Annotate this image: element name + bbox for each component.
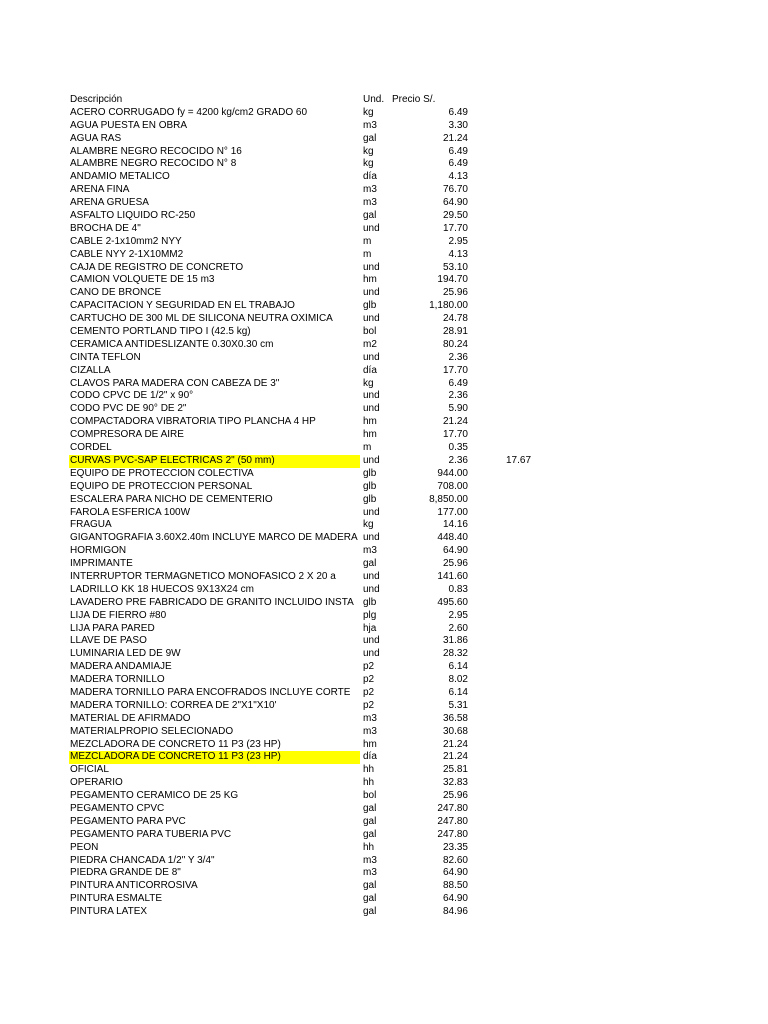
item-price: 17.70 xyxy=(442,429,468,441)
item-price: 14.16 xyxy=(442,519,468,531)
item-price: 84.96 xyxy=(442,906,468,918)
table-row xyxy=(0,739,768,752)
item-price: 0.83 xyxy=(448,583,468,595)
item-unit: und xyxy=(363,583,380,595)
item-unit: gal xyxy=(363,880,377,892)
item-unit: m3 xyxy=(363,545,377,557)
item-description: EQUIPO DE PROTECCION COLECTIVA xyxy=(70,467,254,479)
item-unit: m3 xyxy=(363,197,377,209)
item-description: PINTURA LATEX xyxy=(70,906,148,918)
table-row xyxy=(0,120,768,133)
item-unit: p2 xyxy=(363,686,375,698)
item-price: 2.36 xyxy=(448,351,468,363)
item-price: 25.96 xyxy=(442,287,468,299)
item-unit: und xyxy=(363,532,380,544)
item-unit: p2 xyxy=(363,661,375,673)
item-unit: und xyxy=(363,403,380,415)
item-description: CINTA TEFLON xyxy=(70,351,141,363)
table-row xyxy=(0,378,768,391)
table-row xyxy=(0,558,768,571)
item-price: 194.70 xyxy=(437,274,468,286)
item-price: 36.58 xyxy=(442,712,468,724)
header-descripcion: Descripción xyxy=(70,94,123,105)
table-row xyxy=(0,764,768,777)
item-price: 2.95 xyxy=(448,235,468,247)
item-description: ESCALERA PARA NICHO DE CEMENTERIO xyxy=(70,493,273,505)
item-unit: kg xyxy=(363,158,374,170)
item-price: 2.36 xyxy=(448,390,468,402)
item-price: 64.90 xyxy=(442,197,468,209)
item-description: MATERIAL DE AFIRMADO xyxy=(70,712,191,724)
item-description: PINTURA ANTICORROSIVA xyxy=(70,880,198,892)
item-price: 29.50 xyxy=(442,210,468,222)
table-row xyxy=(0,403,768,416)
item-unit: m3 xyxy=(363,854,377,866)
item-description: CABLE 2-1x10mm2 NYY xyxy=(70,235,182,247)
item-unit: día xyxy=(363,171,377,183)
table-row xyxy=(0,352,768,365)
table-row xyxy=(0,326,768,339)
item-description: PIEDRA GRANDE DE 8" xyxy=(70,867,181,879)
item-unit: glb xyxy=(363,596,377,608)
item-description: ARENA FINA xyxy=(70,184,130,196)
item-description: HORMIGON xyxy=(70,545,127,557)
price-sheet xyxy=(0,94,768,919)
item-price: 708.00 xyxy=(437,480,468,492)
item-description: CURVAS PVC-SAP ELECTRICAS 2" (50 mm) xyxy=(69,455,360,468)
item-description: PEGAMENTO CPVC xyxy=(70,802,165,814)
item-unit: hja xyxy=(363,622,377,634)
item-price: 2.95 xyxy=(448,609,468,621)
item-unit: und xyxy=(363,390,380,402)
item-unit: gal xyxy=(363,210,377,222)
item-description: ALAMBRE NEGRO RECOCIDO N° 16 xyxy=(70,145,242,157)
table-row xyxy=(0,803,768,816)
item-price: 5.90 xyxy=(448,403,468,415)
table-row xyxy=(0,532,768,545)
item-price: 5.31 xyxy=(448,699,468,711)
item-unit: gal xyxy=(363,815,377,827)
item-unit: und xyxy=(363,635,380,647)
item-price: 30.68 xyxy=(442,725,468,737)
table-row xyxy=(0,713,768,726)
table-row xyxy=(0,133,768,146)
item-price: 6.14 xyxy=(448,686,468,698)
header-precio: Precio S/. xyxy=(392,94,436,105)
item-price: 23.35 xyxy=(442,841,468,853)
item-description: CAPACITACION Y SEGURIDAD EN EL TRABAJO xyxy=(70,300,295,312)
item-description: PEON xyxy=(70,841,99,853)
item-price: 25.96 xyxy=(442,790,468,802)
item-price: 28.32 xyxy=(442,648,468,660)
item-description: CODO CPVC DE 1/2" x 90° xyxy=(70,390,194,402)
table-row xyxy=(0,777,768,790)
item-description: IMPRIMANTE xyxy=(70,558,133,570)
item-description: MEZCLADORA DE CONCRETO 11 P3 (23 HP) xyxy=(70,738,281,750)
item-description: CLAVOS PARA MADERA CON CABEZA DE 3" xyxy=(70,377,280,389)
item-price: 247.80 xyxy=(437,802,468,814)
item-price: 24.78 xyxy=(442,313,468,325)
table-row xyxy=(0,571,768,584)
table-row xyxy=(0,468,768,481)
item-price: 25.96 xyxy=(442,558,468,570)
item-unit: m3 xyxy=(363,867,377,879)
item-price: 4.13 xyxy=(448,171,468,183)
item-description: OFICIAL xyxy=(70,764,109,776)
item-description: LLAVE DE PASO xyxy=(70,635,147,647)
item-description: LIJA PARA PARED xyxy=(70,622,155,634)
table-row xyxy=(0,481,768,494)
item-price: 21.24 xyxy=(442,751,468,763)
item-description: CORDEL xyxy=(70,442,112,454)
item-description: CIZALLA xyxy=(70,364,111,376)
item-price: 21.24 xyxy=(442,738,468,750)
item-description: CERAMICA ANTIDESLIZANTE 0.30X0.30 cm xyxy=(70,338,274,350)
item-description: MADERA ANDAMIAJE xyxy=(70,661,172,673)
item-unit: m3 xyxy=(363,712,377,724)
item-description: FRAGUA xyxy=(70,519,112,531)
item-description: PEGAMENTO CERAMICO DE 25 KG xyxy=(70,790,239,802)
item-price: 247.80 xyxy=(437,815,468,827)
item-price: 6.49 xyxy=(448,145,468,157)
item-unit: m3 xyxy=(363,725,377,737)
item-price: 6.14 xyxy=(448,661,468,673)
table-row xyxy=(0,597,768,610)
item-rows xyxy=(0,107,768,919)
item-price: 6.49 xyxy=(448,106,468,118)
item-description: CEMENTO PORTLAND TIPO I (42.5 kg) xyxy=(70,326,251,338)
table-row xyxy=(0,816,768,829)
item-description: COMPRESORA DE AIRE xyxy=(70,429,184,441)
item-unit: día xyxy=(363,364,377,376)
table-row xyxy=(0,171,768,184)
item-price: 88.50 xyxy=(442,880,468,892)
table-row xyxy=(0,287,768,300)
item-description: PEGAMENTO PARA PVC xyxy=(70,815,186,827)
item-unit: m xyxy=(363,442,372,454)
item-unit: und xyxy=(363,570,380,582)
header-row xyxy=(0,94,768,107)
item-description: INTERRUPTOR TERMAGNETICO MONOFASICO 2 X 20 a xyxy=(70,570,336,582)
item-unit: und xyxy=(363,454,380,466)
item-description: MADERA TORNILLO PARA ENCOFRADOS INCLUYE CORTE xyxy=(70,686,351,698)
item-description: ALAMBRE NEGRO RECOCIDO N° 8 xyxy=(70,158,237,170)
item-price: 76.70 xyxy=(442,184,468,196)
item-description: ARENA GRUESA xyxy=(70,197,149,209)
table-row xyxy=(0,726,768,739)
table-row xyxy=(0,610,768,623)
item-description: FAROLA ESFERICA 100W xyxy=(70,506,191,518)
table-row xyxy=(0,158,768,171)
item-description: CARTUCHO DE 300 ML DE SILICONA NEUTRA OXÍMICA xyxy=(70,313,333,325)
item-description: LADRILLO KK 18 HUECOS 9X13X24 cm xyxy=(70,583,254,595)
item-description: EQUIPO DE PROTECCION PERSONAL xyxy=(70,480,253,492)
item-description: MATERIALPROPIO SELECIONADO xyxy=(70,725,234,737)
item-description: CABLE NYY 2-1X10MM2 xyxy=(70,248,184,260)
item-description: ASFALTO LIQUIDO RC-250 xyxy=(70,210,196,222)
item-description: LUMINARIA LED DE 9W xyxy=(70,648,181,660)
item-description: ACERO CORRUGADO fy = 4200 kg/cm2 GRADO 60 xyxy=(70,106,308,118)
item-unit: kg xyxy=(363,377,374,389)
table-row xyxy=(0,494,768,507)
item-price: 8,850.00 xyxy=(429,493,468,505)
item-price: 31.86 xyxy=(442,635,468,647)
item-unit: gal xyxy=(363,828,377,840)
item-unit: kg xyxy=(363,519,374,531)
item-unit: m3 xyxy=(363,184,377,196)
item-unit: m xyxy=(363,248,372,260)
item-price: 0.35 xyxy=(448,442,468,454)
item-description: GIGANTOGRAFIA 3.60X2.40m INCLUYE MARCO DE MADERA xyxy=(70,532,358,544)
item-unit: und xyxy=(363,351,380,363)
item-unit: gal xyxy=(363,802,377,814)
item-price: 64.90 xyxy=(442,867,468,879)
item-description: MADERA TORNILLO: CORREA DE 2"X1"X10' xyxy=(70,699,277,711)
item-description: BROCHA DE 4" xyxy=(70,222,141,234)
table-row xyxy=(0,635,768,648)
item-price: 247.80 xyxy=(437,828,468,840)
item-price: 80.24 xyxy=(442,338,468,350)
item-unit: und xyxy=(363,648,380,660)
item-price: 448.40 xyxy=(437,532,468,544)
table-row xyxy=(0,390,768,403)
item-price: 17.70 xyxy=(442,364,468,376)
table-row xyxy=(0,507,768,520)
table-row xyxy=(0,300,768,313)
item-unit: und xyxy=(363,261,380,273)
item-unit: glb xyxy=(363,480,377,492)
table-row xyxy=(0,623,768,636)
table-row xyxy=(0,880,768,893)
item-unit: gal xyxy=(363,893,377,905)
item-price: 32.83 xyxy=(442,777,468,789)
table-row xyxy=(0,416,768,429)
item-unit: hm xyxy=(363,738,377,750)
table-row xyxy=(0,855,768,868)
item-price: 177.00 xyxy=(437,506,468,518)
item-unit: glb xyxy=(363,493,377,505)
item-unit: m xyxy=(363,235,372,247)
header-unidad: Und. xyxy=(363,94,385,105)
item-unit: und xyxy=(363,313,380,325)
item-unit: bol xyxy=(363,326,377,338)
item-unit: gal xyxy=(363,906,377,918)
item-unit: hh xyxy=(363,777,375,789)
item-unit: m2 xyxy=(363,338,377,350)
item-price: 944.00 xyxy=(437,467,468,479)
table-row xyxy=(0,545,768,558)
table-row xyxy=(0,274,768,287)
table-row xyxy=(0,893,768,906)
table-row xyxy=(0,648,768,661)
item-unit: hh xyxy=(363,841,375,853)
table-row xyxy=(0,519,768,532)
item-price: 53.10 xyxy=(442,261,468,273)
table-row xyxy=(0,146,768,159)
item-price: 495.60 xyxy=(437,596,468,608)
item-unit: kg xyxy=(363,106,374,118)
item-description: PEGAMENTO PARA TUBERIA PVC xyxy=(70,828,232,840)
item-price: 4.13 xyxy=(448,248,468,260)
table-row xyxy=(0,184,768,197)
item-price: 28.91 xyxy=(442,326,468,338)
item-unit: gal xyxy=(363,132,377,144)
table-row xyxy=(0,829,768,842)
table-row xyxy=(0,842,768,855)
item-unit: p2 xyxy=(363,674,375,686)
table-row xyxy=(0,661,768,674)
item-description: MADERA TORNILLO xyxy=(70,674,165,686)
item-description: ANDAMIO METALICO xyxy=(70,171,170,183)
table-row xyxy=(0,442,768,455)
item-price: 1,180.00 xyxy=(429,300,468,312)
item-description: MEZCLADORA DE CONCRETO 11 P3 (23 HP) xyxy=(69,751,360,764)
table-row xyxy=(0,429,768,442)
item-unit: hm xyxy=(363,429,377,441)
table-row xyxy=(0,210,768,223)
item-unit: hm xyxy=(363,274,377,286)
item-unit: und xyxy=(363,506,380,518)
table-row xyxy=(0,906,768,919)
item-price: 82.60 xyxy=(442,854,468,866)
item-description: AGUA PUESTA EN OBRA xyxy=(70,119,188,131)
item-description: CODO PVC DE 90° DE 2" xyxy=(70,403,187,415)
item-price: 25.81 xyxy=(442,764,468,776)
item-extra-value: 17.67 xyxy=(506,454,532,466)
table-row xyxy=(0,262,768,275)
table-row xyxy=(0,236,768,249)
item-price: 21.24 xyxy=(442,132,468,144)
table-row xyxy=(0,867,768,880)
table-row xyxy=(0,751,768,764)
table-row xyxy=(0,339,768,352)
item-unit: hm xyxy=(363,416,377,428)
item-unit: glb xyxy=(363,300,377,312)
table-row xyxy=(0,674,768,687)
item-price: 3.30 xyxy=(448,119,468,131)
item-description: CAJA DE REGISTRO DE CONCRETO xyxy=(70,261,244,273)
item-description: OPERARIO xyxy=(70,777,123,789)
item-price: 6.49 xyxy=(448,377,468,389)
item-price: 64.90 xyxy=(442,893,468,905)
item-price: 21.24 xyxy=(442,416,468,428)
item-unit: p2 xyxy=(363,699,375,711)
table-row xyxy=(0,365,768,378)
table-row xyxy=(0,790,768,803)
item-price: 2.36 xyxy=(448,454,468,466)
table-row xyxy=(0,584,768,597)
item-description: CAÑO DE BRONCE xyxy=(70,287,162,299)
item-description: LIJA DE FIERRO #80 xyxy=(70,609,167,621)
item-description: PINTURA ESMALTE xyxy=(70,893,163,905)
item-unit: bol xyxy=(363,790,377,802)
table-row xyxy=(0,687,768,700)
item-unit: und xyxy=(363,287,380,299)
item-unit: glb xyxy=(363,467,377,479)
item-price: 6.49 xyxy=(448,158,468,170)
item-unit: día xyxy=(363,751,377,763)
item-price: 2.60 xyxy=(448,622,468,634)
item-unit: m3 xyxy=(363,119,377,131)
item-price: 64.90 xyxy=(442,545,468,557)
item-price: 141.60 xyxy=(437,570,468,582)
table-row xyxy=(0,223,768,236)
item-description: COMPACTADORA VIBRATORIA TIPO PLANCHA 4 HP xyxy=(70,416,316,428)
item-unit: kg xyxy=(363,145,374,157)
item-description: CAMION VOLQUETE DE 15 m3 xyxy=(70,274,215,286)
table-row xyxy=(0,249,768,262)
table-row xyxy=(0,313,768,326)
item-unit: plg xyxy=(363,609,377,621)
item-unit: hh xyxy=(363,764,375,776)
item-description: AGUA RAS xyxy=(70,132,122,144)
table-row xyxy=(0,107,768,120)
item-description: LAVADERO PRE FABRICADO DE GRANITO INCLUIDO INSTA xyxy=(70,596,354,608)
item-unit: und xyxy=(363,222,380,234)
table-row xyxy=(0,455,768,468)
item-price: 17.70 xyxy=(442,222,468,234)
item-unit: gal xyxy=(363,558,377,570)
item-price: 8.02 xyxy=(448,674,468,686)
table-row xyxy=(0,700,768,713)
table-row xyxy=(0,197,768,210)
item-description: PIEDRA CHANCADA 1/2" Y 3/4" xyxy=(70,854,215,866)
